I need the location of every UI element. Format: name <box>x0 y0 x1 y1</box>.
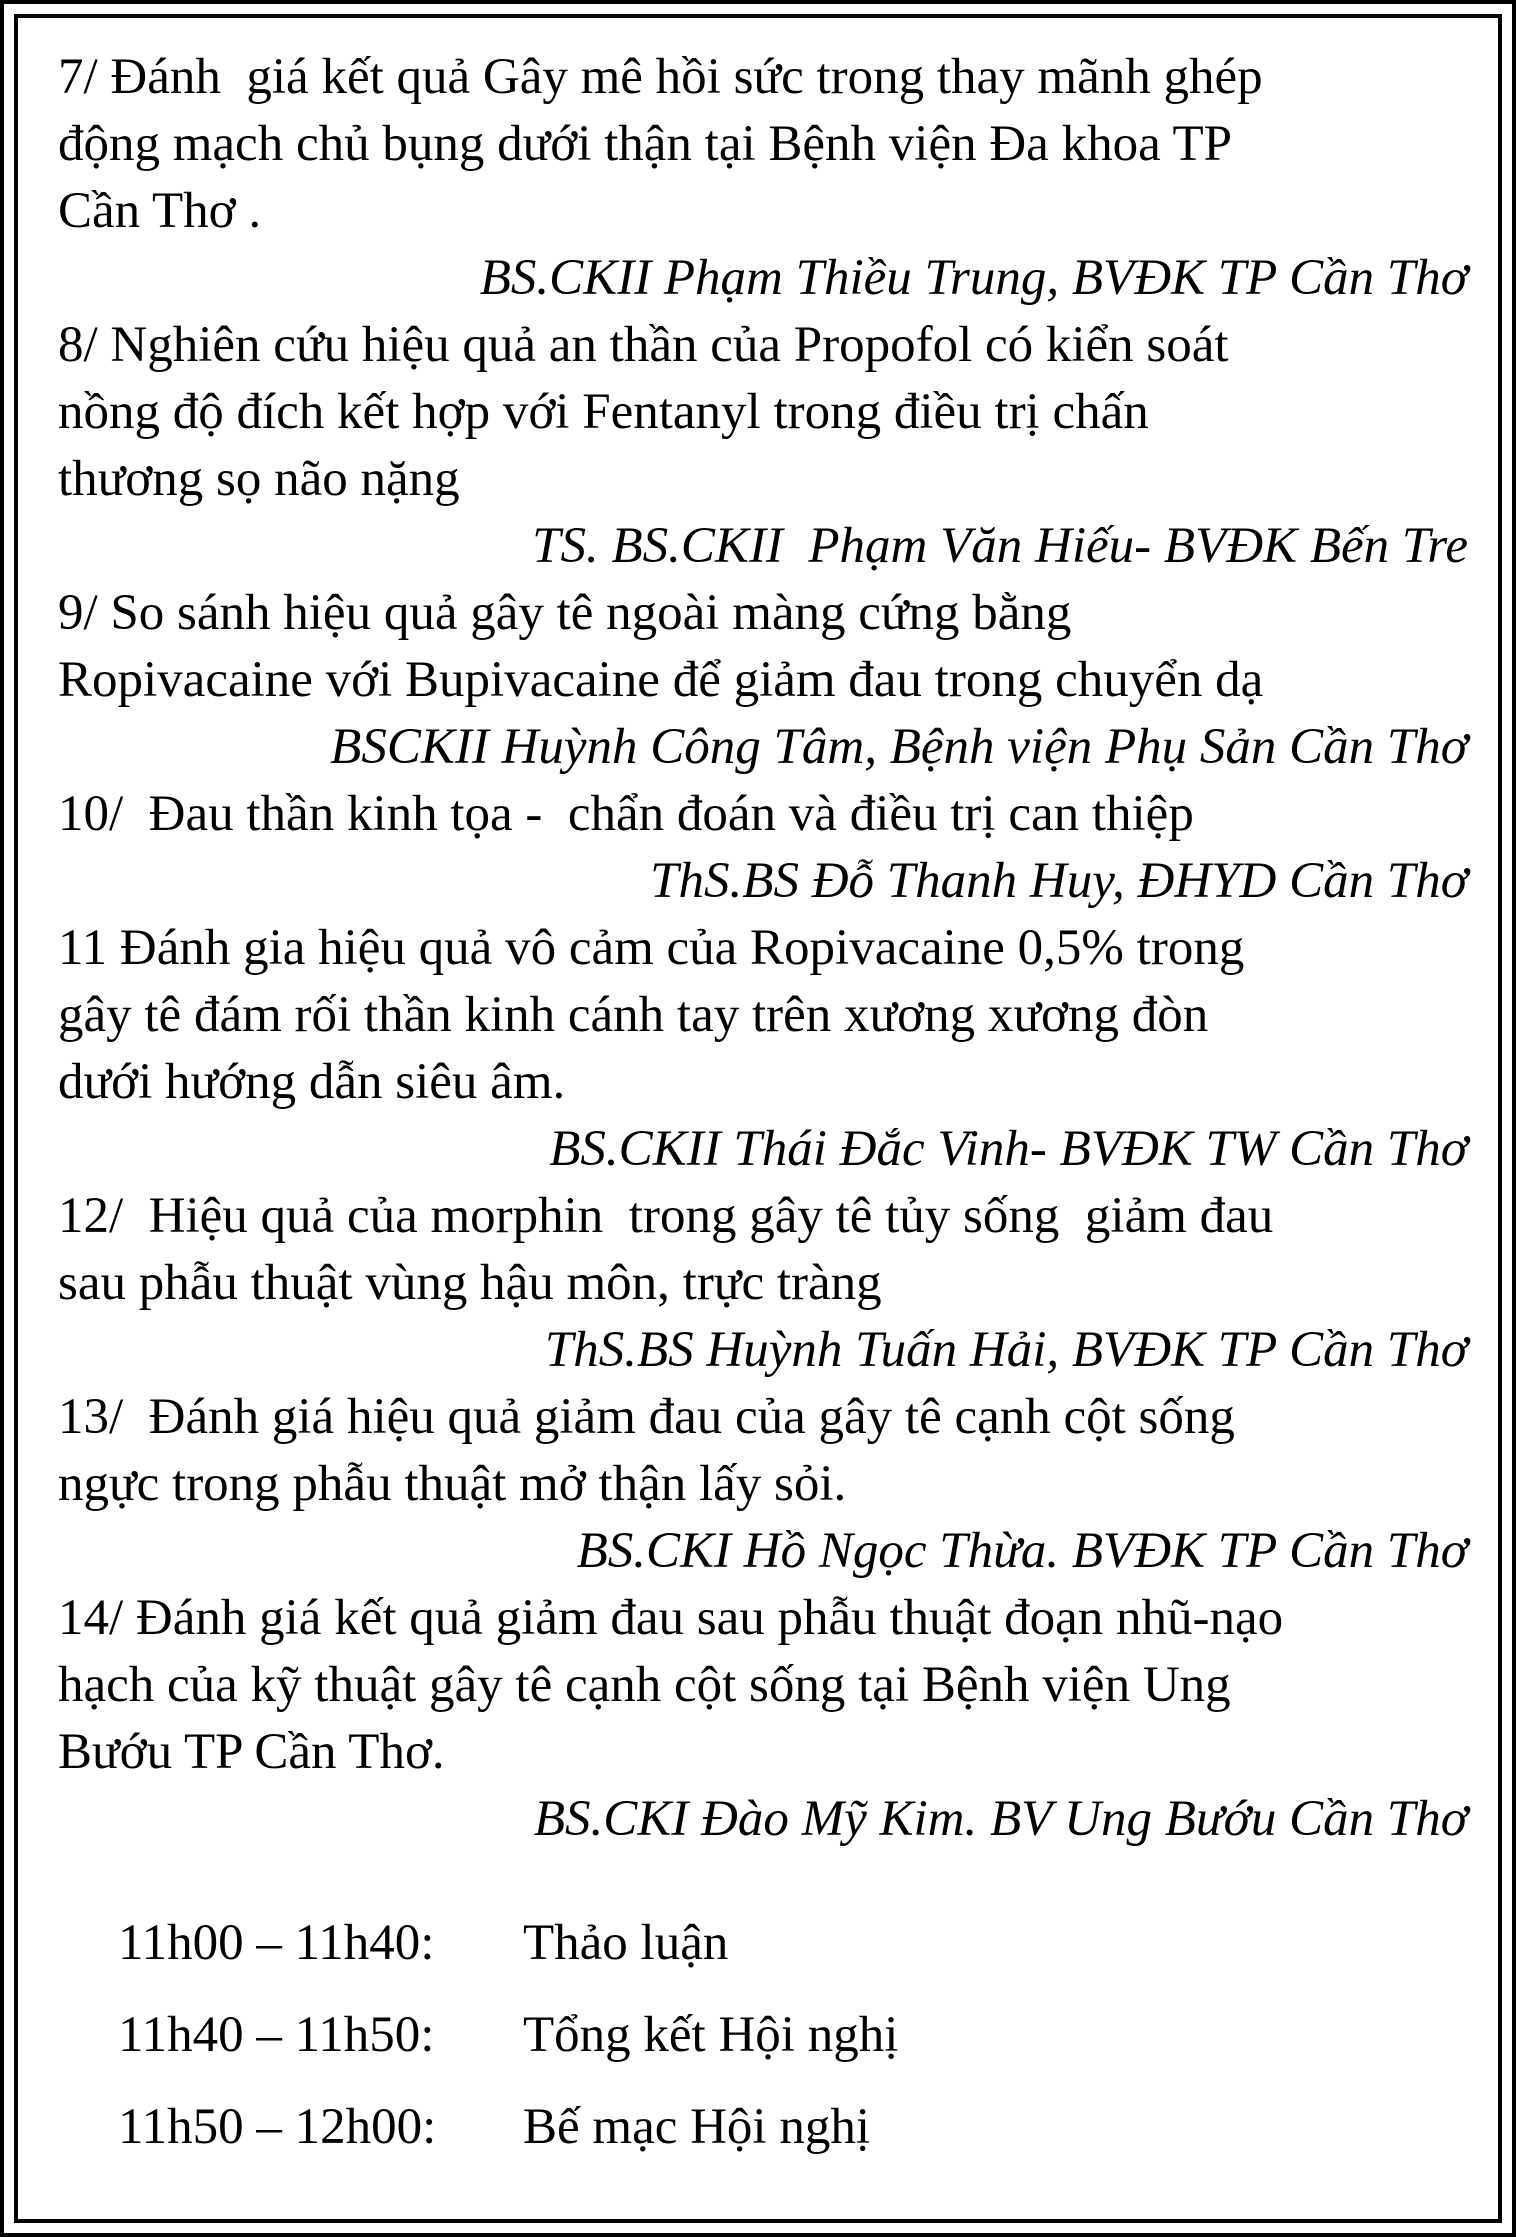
title-line: 10/ Đau thần kinh tọa - chẩn đoán và điều trị can thiệp <box>58 786 1194 842</box>
closing-schedule <box>58 1913 1468 2158</box>
presentation-title <box>58 781 1468 848</box>
presentation-item-8 <box>58 312 1468 580</box>
title-line: 8/ Nghiên cứu hiệu quả an thần của Propofol có kiển soát <box>58 317 1229 373</box>
schedule-row <box>118 1913 1468 1974</box>
presentation-title <box>58 1585 1468 1786</box>
schedule-time: 11h50 – 12h00: <box>118 2099 437 2155</box>
presentation-title <box>58 1384 1468 1518</box>
presentation-item-10 <box>58 781 1468 915</box>
title-line: 9/ So sánh hiệu quả gây tê ngoài màng cứng bằng <box>58 585 1072 641</box>
presenter: BS.CKII Thái Đắc Vinh- BVĐK TW Cần Thơ <box>549 1121 1468 1177</box>
title-line: 11 Đánh gia hiệu quả vô cảm của Ropivacaine 0,5% trong <box>58 920 1245 976</box>
title-line: ngực trong phẫu thuật mở thận lấy sỏi. <box>58 1456 847 1512</box>
title-line: dưới hướng dẫn siêu âm. <box>58 1054 566 1110</box>
title-line: 13/ Đánh giá hiệu quả giảm đau của gây tê cạnh cột sống <box>58 1389 1235 1445</box>
presentation-item-7 <box>58 44 1468 312</box>
presentation-item-9 <box>58 580 1468 781</box>
presentation-title <box>58 915 1468 1116</box>
title-line: gây tê đám rối thần kinh cánh tay trên xương xương đòn <box>58 987 1209 1043</box>
presentation-item-11 <box>58 915 1468 1183</box>
presentation-title <box>58 44 1468 245</box>
title-line: Bướu TP Cần Thơ. <box>58 1724 445 1780</box>
title-line: 14/ Đánh giá kết quả giảm đau sau phẫu thuật đoạn nhũ-nạo <box>58 1590 1284 1646</box>
presentation-title <box>58 1183 1468 1317</box>
schedule-time: 11h00 – 11h40: <box>118 1915 435 1971</box>
schedule-label: Tổng kết Hội nghị <box>523 2007 899 2063</box>
presenter: TS. BS.CKII Phạm Văn Hiếu- BVĐK Bến Tre <box>532 518 1468 574</box>
title-line: Cần Thơ . <box>58 183 262 239</box>
title-line: động mạch chủ bụng dưới thận tại Bệnh viện Đa khoa TP <box>58 116 1233 172</box>
presentation-item-14 <box>58 1585 1468 1853</box>
title-line: 7/ Đánh giá kết quả Gây mê hồi sức trong thay mãnh ghép <box>58 49 1263 105</box>
title-line: Ropivacaine với Bupivacaine để giảm đau trong chuyển dạ <box>58 652 1264 708</box>
presentation-title <box>58 580 1468 714</box>
presentation-title <box>58 312 1468 513</box>
schedule-label: Thảo luận <box>523 1915 729 1971</box>
presenter: BS.CKI Đào Mỹ Kim. BV Ung Bướu Cần Thơ <box>533 1791 1468 1847</box>
presenter: BS.CKI Hồ Ngọc Thừa. BVĐK TP Cần Thơ <box>576 1523 1468 1579</box>
presenter: ThS.BS Đỗ Thanh Huy, ĐHYD Cần Thơ <box>650 853 1468 909</box>
program-content <box>58 44 1468 2189</box>
presenter: ThS.BS Huỳnh Tuấn Hải, BVĐK TP Cần Thơ <box>544 1322 1468 1378</box>
presentation-item-12 <box>58 1183 1468 1384</box>
title-line: sau phẫu thuật vùng hậu môn, trực tràng <box>58 1255 882 1311</box>
presenter: BS.CKII Phạm Thiều Trung, BVĐK TP Cần Thơ <box>479 250 1468 306</box>
schedule-label: Bế mạc Hội nghị <box>523 2099 871 2155</box>
presenter: BSCKII Huỳnh Công Tâm, Bệnh viện Phụ Sản Cần Thơ <box>330 719 1468 775</box>
title-line: thương sọ não nặng <box>58 451 460 507</box>
title-line: hạch của kỹ thuật gây tê cạnh cột sống tại Bệnh viện Ung <box>58 1657 1231 1713</box>
schedule-row <box>118 2005 1468 2066</box>
schedule-row <box>118 2097 1468 2158</box>
title-line: nồng độ đích kết hợp với Fentanyl trong điều trị chấn <box>58 384 1149 440</box>
presentation-item-13 <box>58 1384 1468 1585</box>
schedule-time: 11h40 – 11h50: <box>118 2007 435 2063</box>
title-line: 12/ Hiệu quả của morphin trong gây tê tủy sống giảm đau <box>58 1188 1274 1244</box>
